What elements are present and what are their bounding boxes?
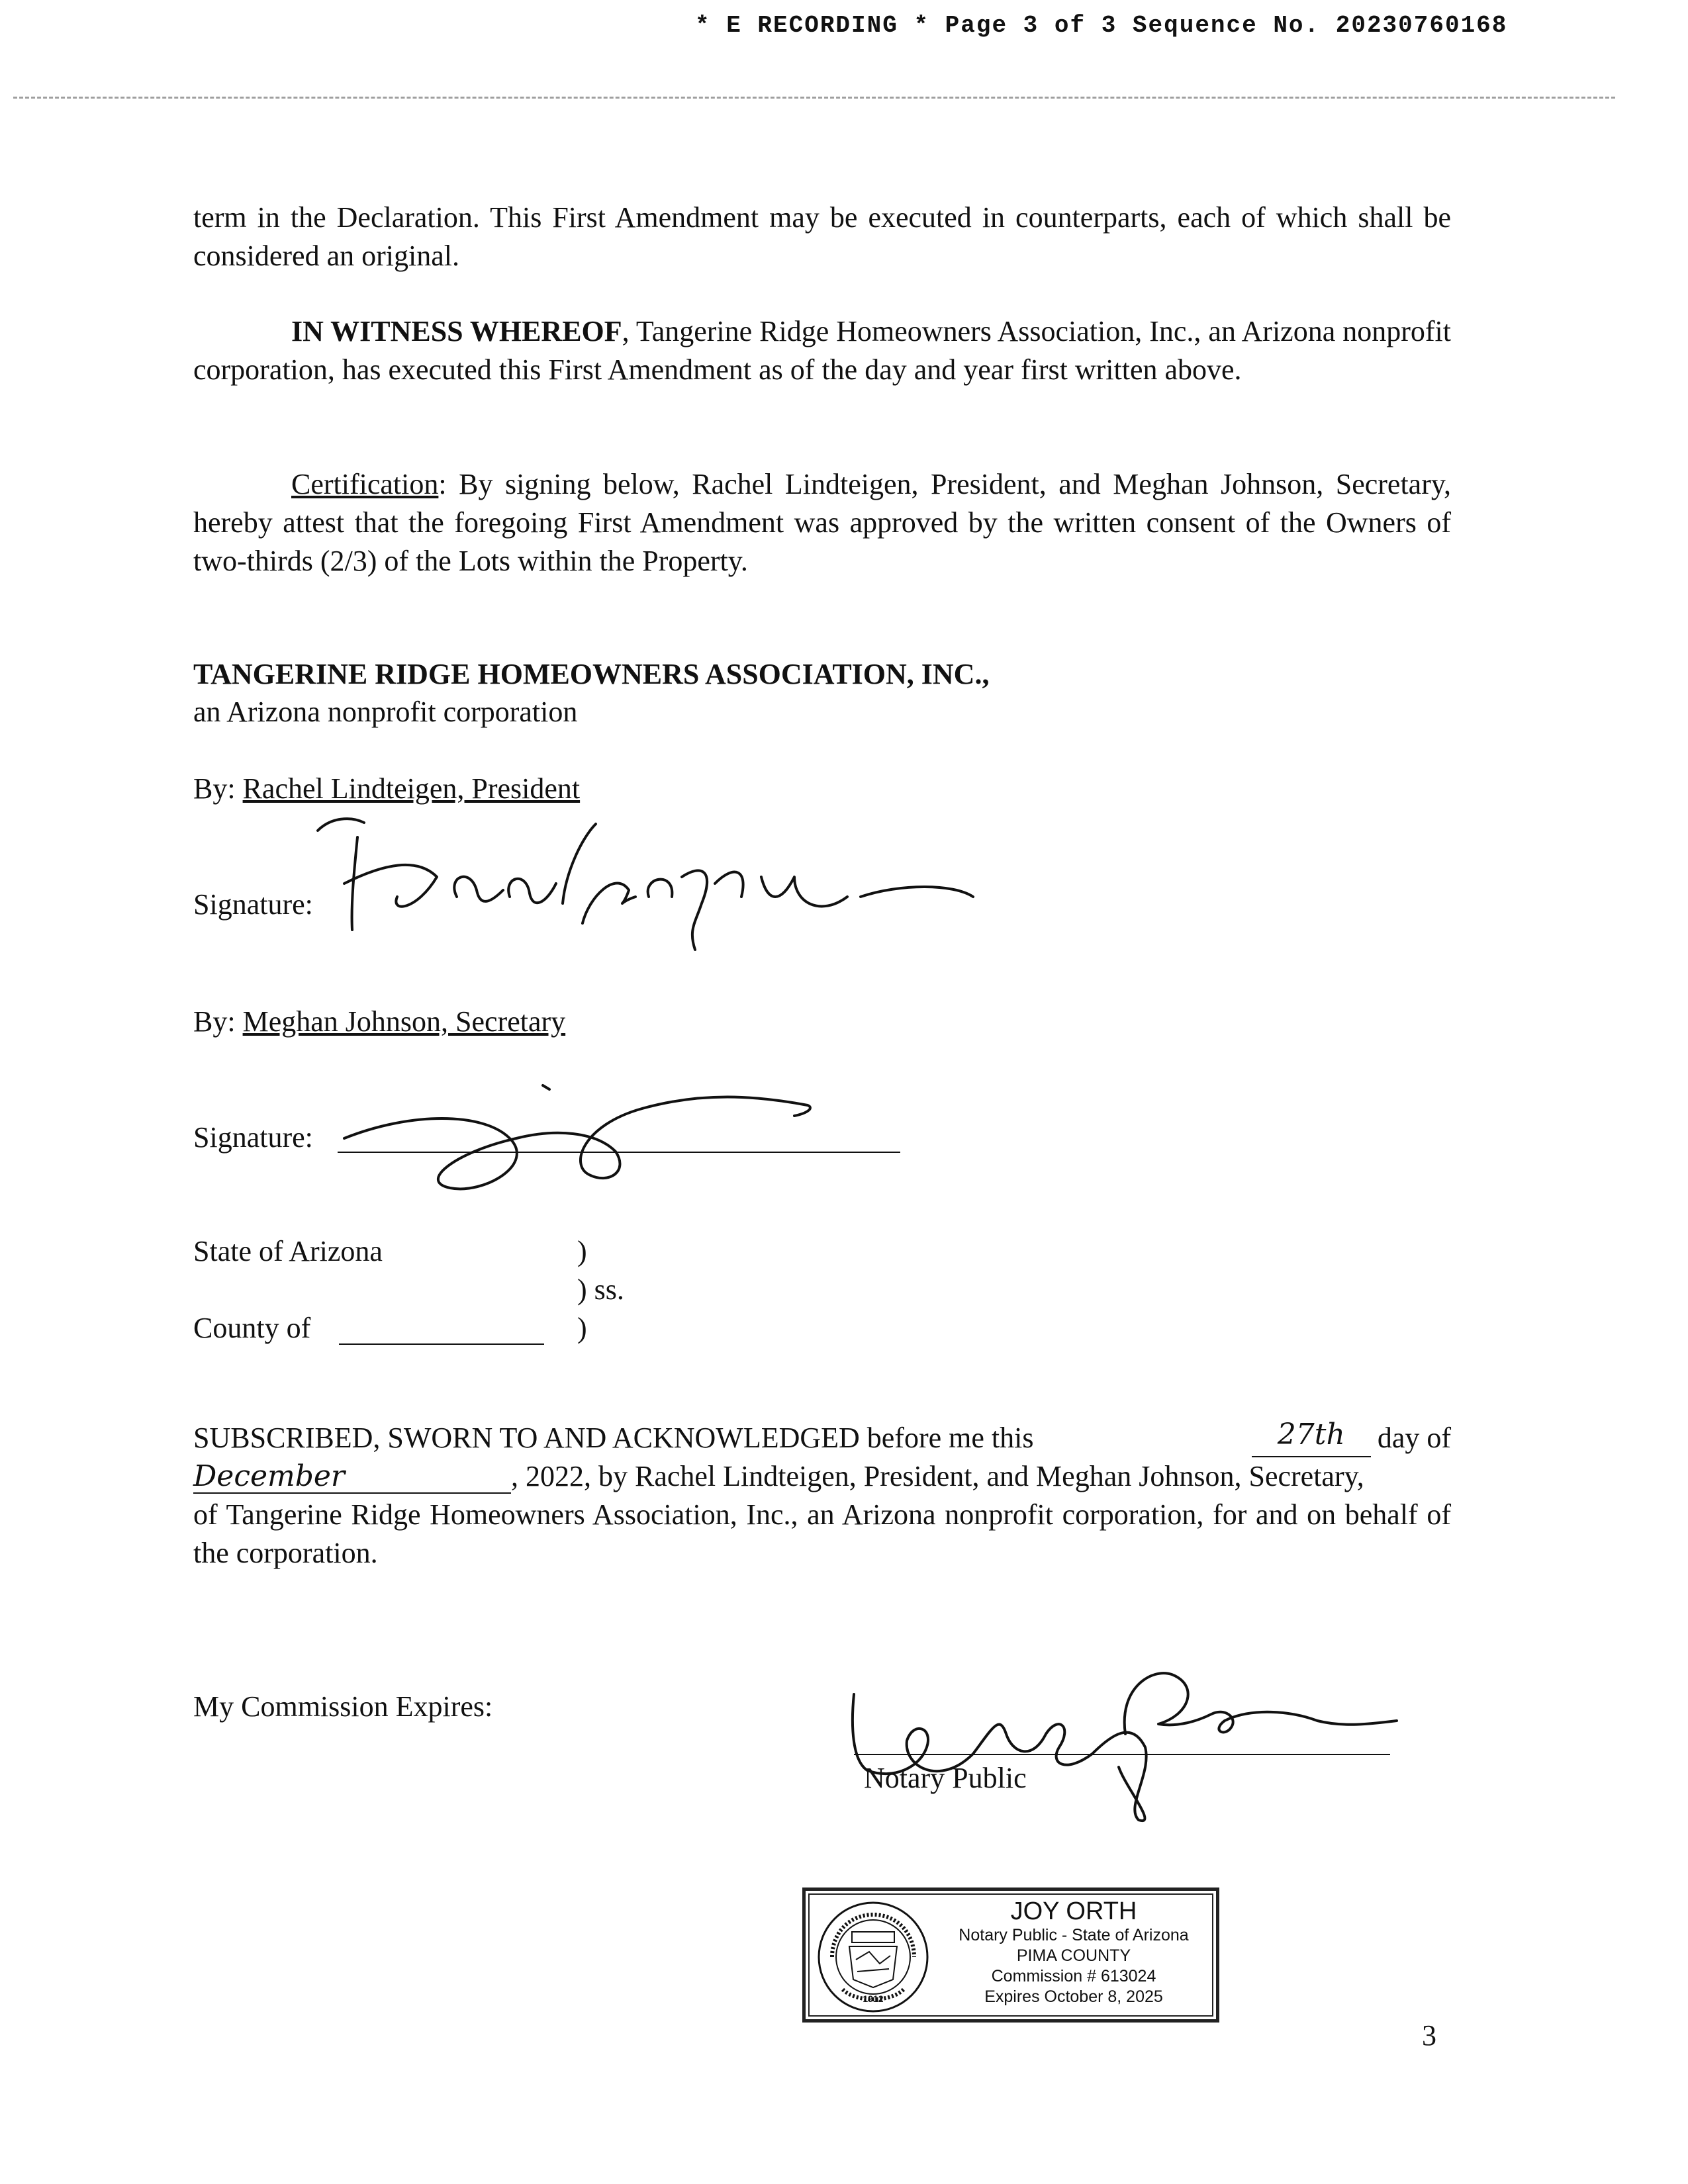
ack-part4: of Tangerine Ridge Homeowners Association, Inc., an Arizona nonprofit corporation, for and on behalf of the corporation. <box>193 1498 1451 1569</box>
page-number: 3 <box>1422 2019 1436 2052</box>
notary-public-label: Notary Public <box>864 1762 1027 1794</box>
notary-signature-scribble <box>841 1655 1410 1827</box>
recording-header: * E RECORDING * Page 3 of 3 Sequence No. 20230760168 <box>695 12 1508 39</box>
witness-lead: IN WITNESS WHEREOF <box>291 315 622 347</box>
venue-ss: ) ss. <box>577 1273 624 1306</box>
signature1-label: Signature: <box>193 888 313 921</box>
certification-paragraph <box>193 465 1451 580</box>
signature2-label: Signature: <box>193 1121 313 1154</box>
seal-year: 1912 <box>863 1993 884 2004</box>
notary-stamp <box>802 1888 1219 2023</box>
meghan-signature-scribble <box>331 1052 834 1205</box>
signer2-line <box>193 1003 565 1041</box>
stamp-notary-name: JOY ORTH <box>1010 1897 1137 1925</box>
signer2-name: Meghan Johnson, Secretary <box>242 1005 566 1038</box>
ack-part2: day of <box>1377 1422 1451 1454</box>
witness-text: , Tangerine Ridge Homeowners Association, Inc., an Arizona nonprofit corporation, has executed this First Amendment as of the day and year first written above. <box>193 315 1452 386</box>
stamp-text-block <box>935 1897 1213 2007</box>
signer1-name: Rachel Lindteigen, President <box>242 772 581 805</box>
ack-part1: SUBSCRIBED, SWORN TO AND ACKNOWLEDGED before me this <box>193 1422 1034 1454</box>
commission-expires-label: My Commission Expires: <box>193 1690 493 1723</box>
scan-artifact-line <box>13 97 1615 99</box>
org-description: an Arizona nonprofit corporation <box>193 696 578 728</box>
continuation-paragraph: term in the Declaration. This First Amendment may be executed in counterparts, each of which shall be considered an original. <box>193 201 1451 272</box>
county-blank-line <box>339 1343 544 1345</box>
ack-month-handwritten: December <box>193 1461 511 1494</box>
acknowledgment-paragraph <box>193 1419 1451 1572</box>
rachel-signature-scribble <box>305 797 980 956</box>
signer1-prefix: By: <box>193 772 243 805</box>
certification-label: Certification <box>291 468 439 500</box>
venue-county-label: County of <box>193 1312 311 1344</box>
arizona-seal-icon <box>816 1900 930 2014</box>
org-name: TANGERINE RIDGE HOMEOWNERS ASSOCIATION, INC., <box>193 658 990 690</box>
stamp-commission: Commission # 613024 <box>991 1967 1156 1985</box>
venue-paren-1: ) <box>577 1235 587 1267</box>
witness-paragraph <box>193 312 1451 389</box>
stamp-title: Notary Public - State of Arizona <box>959 1926 1189 1944</box>
stamp-county: PIMA COUNTY <box>1016 1946 1131 1965</box>
venue-state: State of Arizona <box>193 1235 383 1267</box>
ack-part3: , 2022, by Rachel Lindteigen, President, and Meghan Johnson, Secretary, <box>511 1460 1364 1492</box>
stamp-expires: Expires October 8, 2025 <box>984 1987 1163 2006</box>
certification-text: : By signing below, Rachel Lindteigen, President, and Meghan Johnson, Secretary, hereby attest that the foregoing First Amendment was approved by the written consent of the Owners of two-thirds (2/3) of the Lots within the Property. <box>193 468 1451 577</box>
ack-day-handwritten: 27th <box>1252 1419 1371 1457</box>
signer2-prefix: By: <box>193 1005 243 1038</box>
venue-paren-3: ) <box>577 1312 587 1344</box>
